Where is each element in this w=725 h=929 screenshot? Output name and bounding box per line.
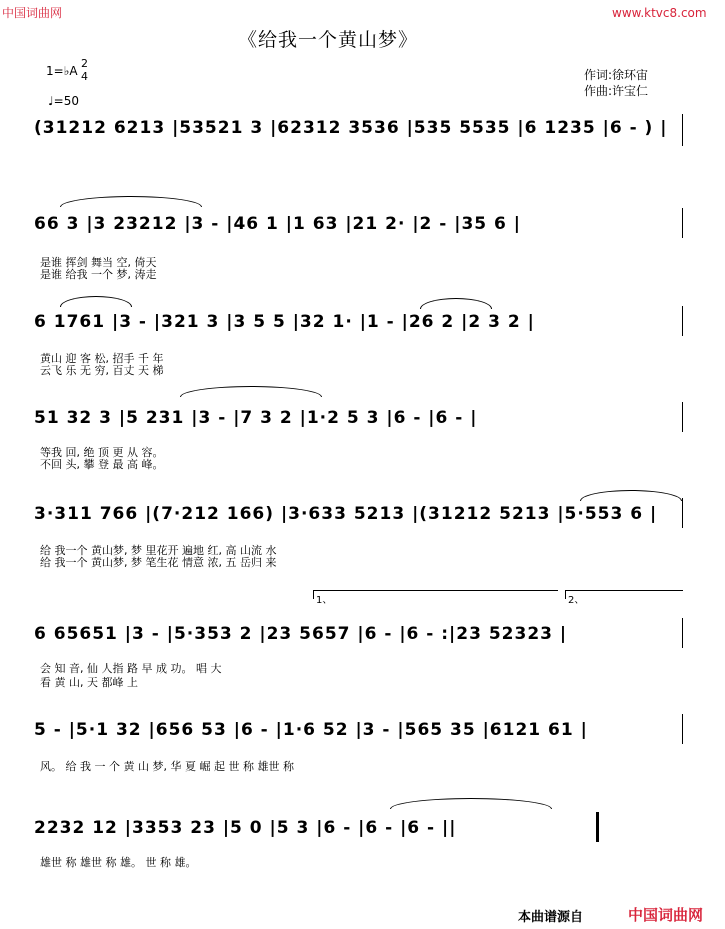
time-signature-top: 2 <box>81 57 88 70</box>
volta-label: 2、 <box>568 595 585 606</box>
watermark-left: 中国词曲网 <box>2 6 63 20</box>
notation-line: 66 3 |3 23212 |3 - |46 1 |1 63 |21 2· |2 - |35 6 | <box>34 214 521 234</box>
system-end-bar <box>682 114 683 146</box>
lyrics-verse-1: 等我 回, 绝 顶 更 从 容。 <box>40 446 164 459</box>
volta-label: 1、 <box>316 595 333 606</box>
slur <box>60 296 132 307</box>
notation-line: 2232 12 |3353 23 |5 0 |5 3 |6 - |6 - |6 - || <box>34 818 457 838</box>
lyricist-credit: 作词:徐环宙 <box>584 68 649 82</box>
slur <box>390 798 552 809</box>
lyrics-verse-2: 是谁 给我 一个 梦, 涛走 <box>40 268 157 281</box>
lyrics-verse-1: 给 我一个 黄山梦, 梦 里花开 遍地 红, 高 山流 水 <box>40 544 277 557</box>
tempo-mark: ♩=50 <box>48 94 79 108</box>
score-row-1 <box>34 118 684 138</box>
volta-first-ending <box>313 590 558 606</box>
song-title: 《给我一个黄山梦》 <box>238 29 419 51</box>
lyrics-verse-2: 给 我一个 黄山梦, 梦 笔生花 情意 浓, 五 岳归 来 <box>40 556 277 569</box>
system-end-bar <box>682 208 683 238</box>
system-end-bar <box>682 714 683 744</box>
slur <box>180 386 322 397</box>
slur <box>580 490 682 501</box>
score-row-2 <box>34 214 684 234</box>
system-end-bar <box>682 618 683 648</box>
slur <box>420 298 492 309</box>
notation-line: 6 65651 |3 - |5·353 2 |23 5657 |6 - |6 - :|23 52323 | <box>34 624 568 644</box>
score-row-8 <box>34 818 684 838</box>
lyrics-verse-1: 黄山 迎 客 松, 招手 千 年 <box>40 352 164 365</box>
notation-line: (31212 6213 |53521 3 |62312 3536 |535 5535 |6 1235 |6 - ) | <box>34 118 668 138</box>
volta-second-ending <box>565 590 683 606</box>
lyrics-verse-2: 看 黄 山, 天 都峰 上 <box>40 676 138 689</box>
notation-line: 51 32 3 |5 231 |3 - |7 3 2 |1·2 5 3 |6 - |6 - | <box>34 408 478 428</box>
notation-line: 3·311 766 |(7·212 166) |3·633 5213 |(31212 5213 |5·553 6 | <box>34 504 658 524</box>
score-row-6 <box>34 624 684 644</box>
time-signature <box>81 57 88 83</box>
footer-brand[interactable]: 中国词曲网 <box>628 906 704 924</box>
lyrics-verse-2: 不回 头, 攀 登 最 高 峰。 <box>40 458 164 471</box>
watermark-right[interactable]: www.ktvc8.com <box>612 6 707 20</box>
composer-credit: 作曲:许宝仁 <box>584 84 649 98</box>
system-end-bar <box>682 402 683 432</box>
score-row-4 <box>34 408 684 428</box>
lyrics-verse-1: 风。 给 我 一 个 黄 山 梦, 华 夏 崛 起 世 称 雄世 称 <box>40 760 294 773</box>
notation-line: 5 - |5·1 32 |656 53 |6 - |1·6 52 |3 - |565 35 |6121 61 | <box>34 720 588 740</box>
score-row-5 <box>34 504 684 524</box>
score-row-7 <box>34 720 684 740</box>
time-signature-bottom: 4 <box>81 70 88 83</box>
slur <box>60 196 202 207</box>
lyrics-verse-1: 会 知 音, 仙 人指 路 早 成 功。 唱 大 <box>40 662 222 675</box>
system-end-bar <box>682 306 683 336</box>
lyrics-verse-2: 云飞 乐 无 穷, 百丈 天 梯 <box>40 364 164 377</box>
system-end-bar <box>682 498 683 528</box>
lyrics-verse-1: 雄世 称 雄世 称 雄。 世 称 雄。 <box>40 856 197 869</box>
final-bar <box>596 812 599 842</box>
lyrics-verse-1: 是谁 挥剑 舞当 空, 倚天 <box>40 256 157 269</box>
score-row-3 <box>34 312 684 332</box>
notation-line: 6 1761 |3 - |321 3 |3 5 5 |32 1· |1 - |26 2 |2 3 2 | <box>34 312 535 332</box>
key-signature: 1=♭A <box>46 64 78 78</box>
footer-source-label: 本曲谱源自 <box>518 910 584 925</box>
